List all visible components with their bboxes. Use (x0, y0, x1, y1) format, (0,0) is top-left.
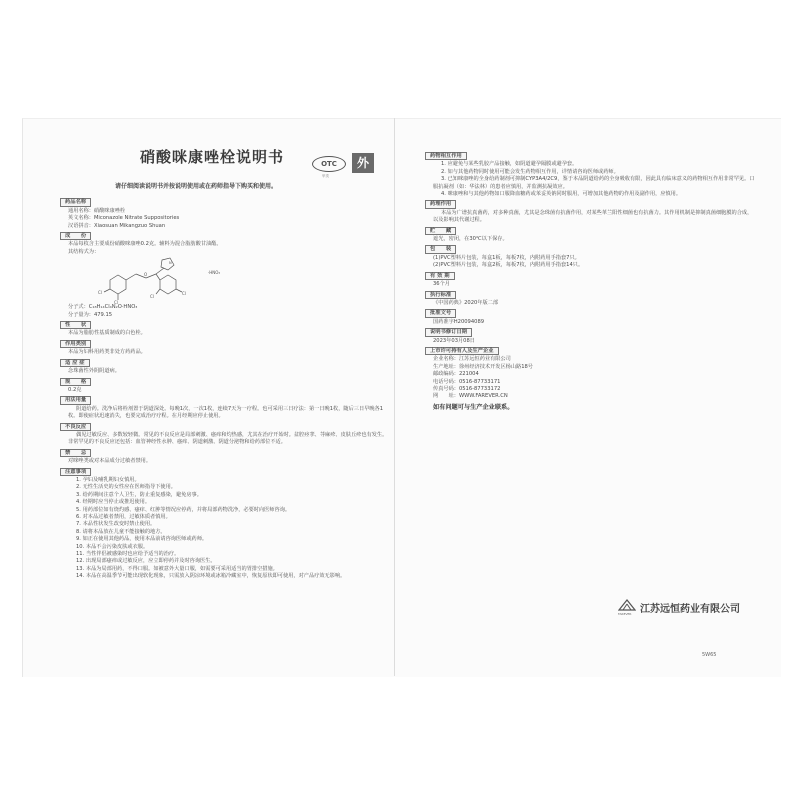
molecular-formula: 分子式：C₁₈H₁₄Cl₄N₂O·HNO₃ (68, 304, 138, 311)
brand-english: FAREVER (618, 612, 632, 616)
interactions-list (425, 161, 755, 198)
holder-line: 电话号码：0516-87733171 (433, 378, 501, 385)
category-text: 本品为妇科用药类非处方药药品。 (68, 349, 146, 356)
nitrate-label: ·HNO₃ (208, 270, 221, 276)
section-header-indication: 适 应 症 (60, 359, 90, 367)
section-header-package: 包 装 (425, 245, 456, 253)
pinyin-name: 汉语拼音：Xiaosuan Mikangzuo Shuan (68, 222, 166, 229)
chlorine-label: Cl (150, 294, 154, 300)
list-item: 14. 本品在高温季节可能出现软化现象，只需放入阴凉环境或冰箱冷藏室中，恢复原状即可使用，对产品疗效无影响。 (76, 573, 346, 580)
section-header-ingredients: 成 份 (60, 232, 91, 240)
indication-text: 念珠菌性外阴阴道病。 (68, 368, 120, 375)
company-name: 江苏远恒药业有限公司 (640, 604, 740, 615)
properties-text: 本品为脂肪性基质制成的白色栓。 (68, 330, 146, 337)
section-header-adverse: 不良反应 (60, 423, 91, 431)
section-header-interactions: 药物相互作用 (425, 152, 467, 160)
list-item: 1. 孕妇及哺乳期妇女慎用。 (76, 476, 140, 483)
approval-text: 国药准字H20094089 (433, 318, 485, 325)
warning-line: 请仔细阅读说明书并按说明使用或在药师指导下购买和使用。 (115, 183, 278, 190)
list-item: 11. 当性伴侣被感染时也应给予适当的治疗。 (76, 551, 180, 558)
structural-formula (90, 256, 390, 304)
pharmacology-text: 本品为广谱抗真菌药，对多种真菌，尤其是念珠菌有抗菌作用，对某些革兰阳性细菌也有抗菌力。其作用机制是抑制真菌细胞膜的合成，以及影响其代谢过程。 (433, 209, 753, 224)
package-line: (1)PVC塑料片包装，每盒1板，每板7枚，内附药用手指套7只。 (433, 254, 580, 261)
left-column (60, 150, 390, 581)
right-column (425, 150, 755, 411)
list-item: 6. 对本品过敏者禁用，过敏体质者慎用。 (76, 514, 171, 520)
holder-line: 传真号码：0516-87733172 (433, 385, 501, 392)
list-item: 4. 经期时应当停止或推迟使用。 (76, 499, 151, 506)
list-item: 4. 咪康唑和与其他药物如口服降血糖药或苯妥英钠同时服用，可增加其他药物的作用及副作用，应慎用。 (441, 191, 682, 198)
chlorine-label: Cl (98, 290, 102, 296)
section-header-revision: 说明书修订日期 (425, 328, 472, 336)
section-header-validity: 有 效 期 (425, 272, 455, 280)
svg-text:O: O (144, 272, 148, 278)
list-item: 12. 出现局部瘙痒或过敏反应，应立即停药并及时咨询医生。 (76, 558, 216, 565)
list-item: 2. 无性生活史的女性应在医师指导下使用。 (76, 484, 176, 491)
list-item: 5. 用药部位如有烧灼感、瘙痒、红肿等情况应停药，并将局部药物洗净，必要时向医师咨询。 (76, 506, 291, 513)
chlorine-label: Cl (114, 300, 118, 305)
section-header-standard: 执行标准 (425, 291, 456, 299)
section-header-contraindication: 禁 忌 (60, 449, 91, 457)
package-line: (2)PVC塑料片包装，每盒2板，每板7枚，内附药用手指套14只。 (433, 262, 584, 269)
holder-line: 网 址：WWW.FAREVER.CN (433, 393, 508, 400)
validity-text: 36个月 (433, 281, 450, 288)
list-item: 10. 本品不会污染皮肤或衣服。 (76, 543, 149, 550)
svg-text:N: N (169, 261, 172, 266)
otc-badge: OTC (312, 156, 346, 172)
page-title: 硝酸咪康唑栓说明书 (140, 148, 285, 166)
title-row (60, 150, 390, 182)
usage-text: 阴道给药。洗净后将栓剂置于阴道深处。每晚1次，一次1枚，连续7天为一疗程。也可采用三日疗法：第一日晚1枚，随后三日早晚各1枚。即使症状迅速消失，也要完成治疗疗程。在月经期应停止使用。 (68, 405, 384, 420)
adverse-text: 偶见过敏反应、多数较轻微。常见的不良反应是局部刺激、瘙痒和灼热感，尤其在治疗开始时。盆腔痉挛、荨麻疹、皮肤丘疹也有发生。非常罕见的不良反应还包括：血管神经性水肿、瘙痒、阴道刺激、阴道分泌物和给药部位不适。 (68, 431, 388, 446)
chlorine-label: Cl (182, 291, 186, 297)
section-header-category: 作用类别 (60, 340, 91, 348)
section-header-usage: 用法用量 (60, 396, 91, 404)
holder-info (425, 356, 755, 400)
list-item: 1. 应避免与某些乳胶产品接触，如阴道避孕隔膜或避孕套。 (441, 161, 578, 168)
list-item: 3. 已知咪康唑的全身给药制剂可抑制CYP3A4/2C9，鉴于本品阴道给药的全身吸收有限，因此具有临床意义的药物相互作用非常罕见。口服抗凝剂（如：华法林）的患者应慎用，并监测抗凝效应。 (433, 176, 755, 190)
print-code: 5W65 (702, 652, 717, 658)
contact-note: 如有问题可与生产企业联系。 (433, 403, 514, 411)
contraindication-text: 对咪唑类或对本品成分过敏者禁用。 (68, 458, 152, 465)
otc-class-label: 甲类 (322, 174, 329, 178)
english-name: 英文名称：Miconazole Nitrate Suppositories (68, 215, 180, 222)
molecular-weight: 分子量为：479.15 (68, 311, 113, 318)
fold-line (394, 118, 395, 676)
holder-line: 生产地址：徐州经济技术开发区杨山路18号 (433, 363, 533, 370)
section-header-holder: 上市许可持有人及生产企业 (425, 347, 499, 355)
list-item: 8. 请将本品放在儿童不能接触的地方。 (76, 528, 166, 535)
standard-text: 《中国药典》2020年版二部 (433, 299, 499, 306)
holder-line: 邮政编码：221004 (433, 371, 479, 378)
holder-line: 企业名称：江苏远恒药业有限公司 (433, 356, 511, 363)
storage-text: 遮光，密闭，在30℃以下保存。 (433, 236, 508, 243)
section-header-properties: 性 状 (60, 321, 91, 329)
list-item: 7. 本品性状发生改变时禁止使用。 (76, 521, 156, 528)
company-logo-icon (618, 598, 636, 612)
section-header-pharmacology: 药理作用 (425, 200, 456, 208)
list-item: 13. 本品为局部用药，不得口服。如被意外大量口服，如需要可采用适当的胃排空措施。 (76, 565, 278, 572)
ingredients-text: 本品每枚含主要成份硝酸咪康唑0.2克。辅料为混合脂肪酸甘油酯。 (68, 241, 222, 248)
section-header-precautions: 注意事项 (60, 468, 91, 476)
section-header-storage: 贮 藏 (425, 227, 456, 235)
list-item: 3. 给药期间注意个人卫生，防止重复感染，避免房事。 (76, 491, 202, 498)
revision-text: 2023年03月08日 (433, 337, 475, 344)
section-header-spec: 规 格 (60, 378, 91, 386)
precautions-list (60, 477, 390, 581)
molecule-drawing (90, 256, 250, 304)
section-header-approval: 批准文号 (425, 309, 456, 317)
external-use-badge: 外 (352, 153, 374, 173)
list-item: 9. 如正在使用其他药品，使用本品前请咨询医师或药师。 (76, 536, 208, 543)
section-header-drug-name: 药品名称 (60, 198, 91, 206)
list-item: 2. 如与其他药物同时使用可能会发生药物相互作用，详情请咨询医师或药师。 (441, 168, 619, 175)
spec-text: 0.2克 (68, 386, 82, 393)
structure-label: 其结构式为： (68, 248, 100, 255)
generic-name: 通用名称：硝酸咪康唑栓 (68, 207, 126, 214)
